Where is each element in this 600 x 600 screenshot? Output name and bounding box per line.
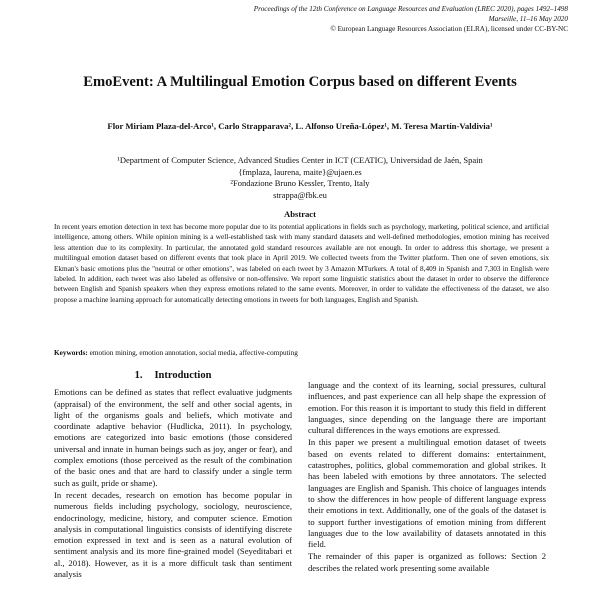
keywords — [54, 348, 549, 358]
keywords-text: emotion mining, emotion annotation, social media, affective-computing — [89, 349, 298, 357]
abstract-heading: Abstract — [284, 209, 316, 219]
proceedings-line-2: Marseille, 11–16 May 2020 — [488, 15, 568, 23]
intro-paragraph-4: In this paper we present a multilingual emotion dataset of tweets based on events related to different domains: entertainment, catastrophes, politics, global commemoration and global strikes. It has been labeled with emotions by three annotators. The selected languages are English and Spanish. This choice of languages intends to show the differences in how people of different language express their emotions in text. Additionally, one of the goals of the dataset is to support further investigations of emotion mining from different languages due to the low availability of datasets annotated in this field. — [308, 437, 546, 550]
section-title: Introduction — [154, 370, 212, 381]
section-heading — [54, 370, 292, 381]
right-column — [308, 380, 546, 575]
abstract-text: In recent years emotion detection in text has become more popular due to its potential applications in fields such as psychology, marketing, political science, and artificial intelligence, among others. While opinion mining is a well-established task with many standard datasets and well-defined methodologies, emotion mining has received less attention due to its complexity. In particular, the annotated gold standard resources available are not enough. In order to address this shortage, we present a multilingual emotion dataset based on different events that took place in April 2019. We collected tweets from the Twitter platform. Then one of seven emotions, six Ekman's basic emotions plus the "neutral or other emotions", was labeled on each tweet by 3 Amazon MTurkers. A total of 8,409 in Spanish and 7,303 in English were labeled. In addition, each tweet was also labeled as offensive or non-offensive. We report some linguistic statistics about the dataset in order to observe the difference between English and Spanish speakers when they express emotions related to the same events. Moreover, in order to validate the effectiveness of the dataset, we also propose a machine learning approach for automatically detecting emotions in tweets for both languages, English and Spanish. — [54, 223, 549, 304]
proceedings-line-1: Proceedings of the 12th Conference on Language Resources and Evaluation (LREC 2020), pages 1492–1498 — [253, 5, 568, 13]
section-number: 1. — [134, 370, 143, 381]
intro-paragraph-5: The remainder of this paper is organized as follows: Section 2 describes the related work presenting some available — [308, 551, 546, 573]
affiliations — [0, 155, 600, 201]
abstract-body — [54, 222, 549, 305]
affiliation-line-2: ²Fondazione Bruno Kessler, Trento, Italy — [230, 178, 370, 189]
affiliation-emails-1: {fmplaza, laurena, maite}@ujaen.es — [238, 166, 362, 177]
author-line-1: Flor Miriam Plaza-del-Arco¹, Carlo Strapparava², L. Alfonso Ureña-López¹, M. Teresa Martín-Valdivia¹ — [107, 121, 493, 131]
intro-paragraph-3: language and the context of its learning, social pressures, cultural influences, and past experience can all help shape the expression of emotion. For this reason it is important to study this field in different languages, since depending on the language there are important cultural differences in the ways emotions are expressed. — [308, 380, 546, 436]
paper-title: EmoEvent: A Multilingual Emotion Corpus based on different Events — [83, 74, 517, 90]
intro-paragraph-1: Emotions can be defined as states that reflect evaluative judgments (appraisal) of the environment, the self and other social agents, in light of the organisms goals and beliefs, which motivate and coordinate adaptive behavior (Hudlicka, 2011). In psychology, emotions are categorized into basic emotions (those considered universal and innate in human beings such as joy, anger or fear), and complex emotions (those perceived as the result of the combination of the basic ones and that are hard to classify under a single term such as guilt, pride or shame). — [54, 387, 292, 488]
proceedings-header — [148, 4, 568, 34]
keywords-label: Keywords: — [54, 349, 88, 357]
left-column — [54, 370, 292, 581]
license-line: © European Language Resources Association (ELRA), licensed under CC-BY-NC — [330, 25, 568, 33]
author-list — [0, 120, 600, 132]
affiliation-email-2: strappa@fbk.eu — [273, 189, 327, 200]
intro-paragraph-2: In recent decades, research on emotion has become popular in numerous fields including psychology, sociology, neuroscience, endocrinology, medicine, history, and computer science. Emotion analysis in computational linguistics consists of identifying discrete emotion expressed in text and is seen as a natural evolution of sentiment analysis and its more fine-grained model (Seyeditabari et al., 2018). However, as it is a more difficult task than sentiment analysis — [54, 489, 292, 580]
affiliation-line-1: ¹Department of Computer Science, Advanced Studies Center in ICT (CEATIC), Universidad de Jaén, Spain — [117, 155, 483, 165]
